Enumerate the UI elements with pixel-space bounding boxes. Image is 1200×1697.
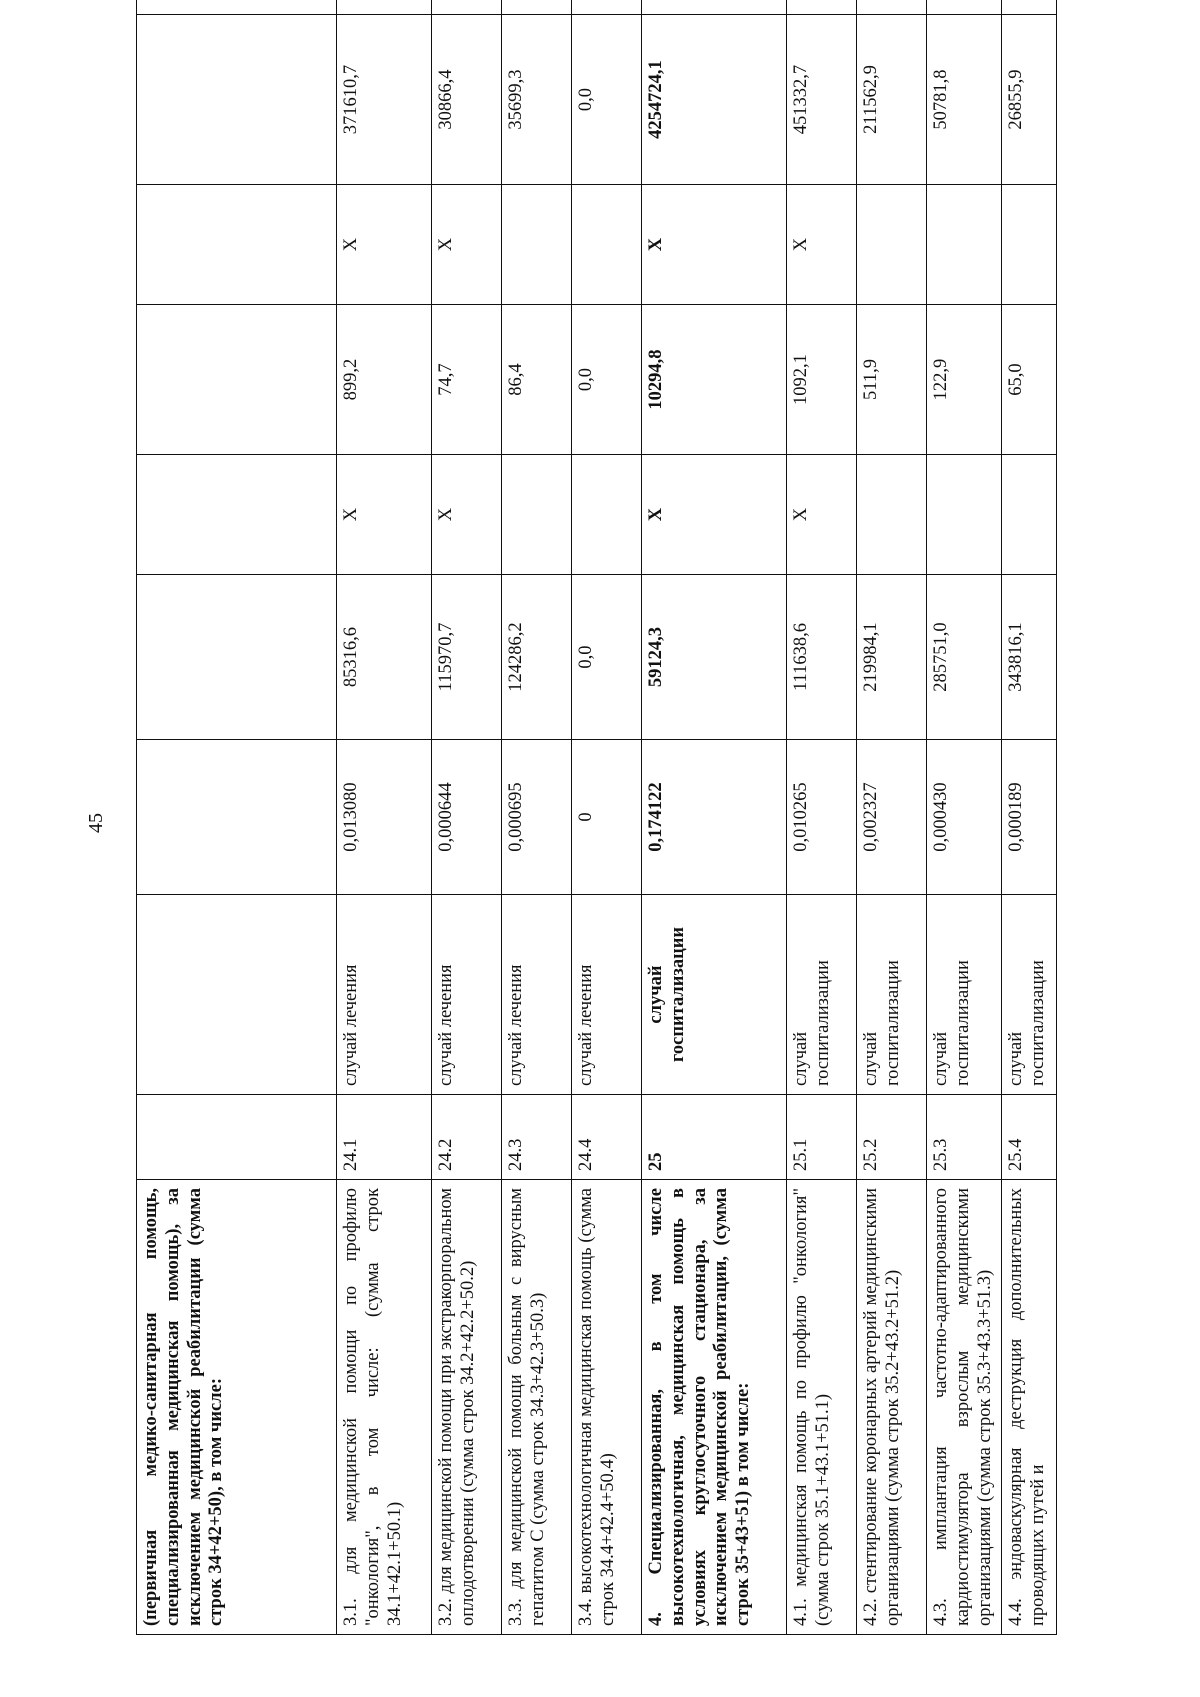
row-norm-cell: 0,000695 (502, 740, 572, 895)
row-col-e-cell: X (642, 185, 787, 305)
row-code-cell: 24.2 (432, 1095, 502, 1180)
table-row (1002, 0, 1057, 1635)
row-code-cell: 25 (642, 1095, 787, 1180)
row-col-d-cell: 899,2 (337, 305, 432, 455)
row-name-cell: 4. Специализированная, в том числе высокотехнологичная, медицинская помощь в условиях круглосуточного стационара, за исключением медицинской реабилитации, (сумма строк 35+43+51) в том числе: (642, 1180, 787, 1635)
row-name-cell: 3.1. для медицинской помощи по профилю "онкология", в том числе: (сумма строк 34.1+42.1+50.1) (337, 1180, 432, 1635)
row-code-cell: 25.1 (787, 1095, 857, 1180)
row-col-e-cell: X (337, 185, 432, 305)
row-code-cell: 25.3 (927, 1095, 1002, 1180)
row-col-d-cell: 74,7 (432, 305, 502, 455)
row-code-cell: 25.2 (857, 1095, 927, 1180)
row-cost-cell: 85316,6 (337, 575, 432, 740)
row-code-cell: 24.4 (572, 1095, 642, 1180)
row-norm-cell: 0,010265 (787, 740, 857, 895)
row-name-cell: 4.3. имплантация частотно-адаптированного кардиостимулятора взрослым медицинскими организациями (сумма строк 35.3+43.3+51.3) (927, 1180, 1002, 1635)
row-col-g-cell (572, 0, 642, 15)
row-col-c-cell (927, 455, 1002, 575)
row-unit-cell (137, 895, 337, 1095)
row-norm-cell: 0,013080 (337, 740, 432, 895)
table-row (502, 0, 572, 1635)
table-row (642, 0, 787, 1635)
table-body (137, 0, 1057, 1635)
row-col-g-cell (927, 0, 1002, 15)
financing-table-rotated (136, 15, 1056, 1635)
table-row (137, 0, 337, 1635)
row-unit-cell: случай госпитализации (927, 895, 1002, 1095)
table-row (787, 0, 857, 1635)
row-total-cell: 211562,9 (857, 15, 927, 185)
row-norm-cell: 0,000189 (1002, 740, 1057, 895)
row-col-e-cell (137, 185, 337, 305)
row-code-cell: 25.4 (1002, 1095, 1057, 1180)
row-col-g-cell (1002, 0, 1057, 15)
row-col-c-cell: X (787, 455, 857, 575)
row-code-cell: 24.3 (502, 1095, 572, 1180)
row-name-cell: 4.2. стентирование коронарных артерий медицинскими организациями (сумма строк 35.2+43.2+51.2) (857, 1180, 927, 1635)
row-col-c-cell (857, 455, 927, 575)
row-name-cell: 3.2. для медицинской помощи при экстракорпоральном оплодотворении (сумма строк 34.2+42.2+50.2) (432, 1180, 502, 1635)
row-col-e-cell (502, 185, 572, 305)
row-col-d-cell: 10294,8 (642, 305, 787, 455)
row-col-c-cell: X (337, 455, 432, 575)
row-unit-cell: случай госпитализации (787, 895, 857, 1095)
row-total-cell: 451332,7 (787, 15, 857, 185)
page-number: 45 (85, 813, 107, 833)
row-col-c-cell (572, 455, 642, 575)
row-code-cell (137, 1095, 337, 1180)
row-total-cell: 50781,8 (927, 15, 1002, 185)
row-unit-cell: случай лечения (432, 895, 502, 1095)
row-cost-cell: 0,0 (572, 575, 642, 740)
table-row (432, 0, 502, 1635)
row-col-d-cell: 65,0 (1002, 305, 1057, 455)
row-norm-cell: 0,174122 (642, 740, 787, 895)
table-row (337, 0, 432, 1635)
row-code-cell: 24.1 (337, 1095, 432, 1180)
row-name-cell: (первичная медико-санитарная помощь, специализированная медицинская помощь), за исключением медицинской реабилитации (сумма строк 34+42+50), в том числе: (137, 1180, 337, 1635)
row-col-c-cell: X (432, 455, 502, 575)
table-row (927, 0, 1002, 1635)
row-name-cell: 4.1. медицинская помощь по профилю "онкология" (сумма строк 35.1+43.1+51.1) (787, 1180, 857, 1635)
row-total-cell: 30866,4 (432, 15, 502, 185)
row-norm-cell (137, 740, 337, 895)
row-name-cell: 3.4. высокотехнологичная медицинская помощь (сумма строк 34.4+42.4+50.4) (572, 1180, 642, 1635)
row-col-g-cell (787, 0, 857, 15)
row-col-c-cell (137, 455, 337, 575)
row-norm-cell: 0,002327 (857, 740, 927, 895)
row-total-cell: 371610,7 (337, 15, 432, 185)
row-col-d-cell: 1092,1 (787, 305, 857, 455)
row-total-cell: 4254724,1 (642, 15, 787, 185)
row-cost-cell: 59124,3 (642, 575, 787, 740)
row-col-g-cell (432, 0, 502, 15)
row-total-cell (137, 15, 337, 185)
row-total-cell: 26855,9 (1002, 15, 1057, 185)
row-cost-cell: 124286,2 (502, 575, 572, 740)
row-col-e-cell: X (432, 185, 502, 305)
row-total-cell: 35699,3 (502, 15, 572, 185)
row-norm-cell: 0 (572, 740, 642, 895)
row-unit-cell: случай лечения (502, 895, 572, 1095)
row-col-d-cell: 122,9 (927, 305, 1002, 455)
row-col-e-cell (857, 185, 927, 305)
row-col-c-cell (1002, 455, 1057, 575)
row-cost-cell (137, 575, 337, 740)
row-cost-cell: 343816,1 (1002, 575, 1057, 740)
row-col-g-cell (642, 0, 787, 15)
row-norm-cell: 0,000644 (432, 740, 502, 895)
row-cost-cell: 111638,6 (787, 575, 857, 740)
row-name-cell: 3.3. для медицинской помощи больным с вирусным гепатитом С (сумма строк 34.3+42.3+50.3) (502, 1180, 572, 1635)
row-unit-cell: случай госпитализации (857, 895, 927, 1095)
row-col-e-cell (1002, 185, 1057, 305)
row-col-g-cell (502, 0, 572, 15)
row-col-g-cell (337, 0, 432, 15)
row-unit-cell: случай лечения (572, 895, 642, 1095)
table-row (572, 0, 642, 1635)
row-col-d-cell: 511,9 (857, 305, 927, 455)
row-cost-cell: 285751,0 (927, 575, 1002, 740)
row-col-d-cell: 86,4 (502, 305, 572, 455)
row-name-cell: 4.4. эндоваскулярная деструкция дополнительных проводящих путей и (1002, 1180, 1057, 1635)
financing-table (136, 0, 1057, 1635)
row-cost-cell: 219984,1 (857, 575, 927, 740)
row-col-c-cell (502, 455, 572, 575)
row-col-c-cell: X (642, 455, 787, 575)
row-col-d-cell: 0,0 (572, 305, 642, 455)
row-unit-cell: случай лечения (337, 895, 432, 1095)
row-col-e-cell (572, 185, 642, 305)
row-norm-cell: 0,000430 (927, 740, 1002, 895)
row-unit-cell: случай госпитализации (1002, 895, 1057, 1095)
row-col-g-cell (137, 0, 337, 15)
row-col-e-cell: X (787, 185, 857, 305)
row-col-d-cell (137, 305, 337, 455)
row-col-e-cell (927, 185, 1002, 305)
table-row (857, 0, 927, 1635)
row-unit-cell: случай госпитализации (642, 895, 787, 1095)
row-col-g-cell (857, 0, 927, 15)
row-total-cell: 0,0 (572, 15, 642, 185)
row-cost-cell: 115970,7 (432, 575, 502, 740)
